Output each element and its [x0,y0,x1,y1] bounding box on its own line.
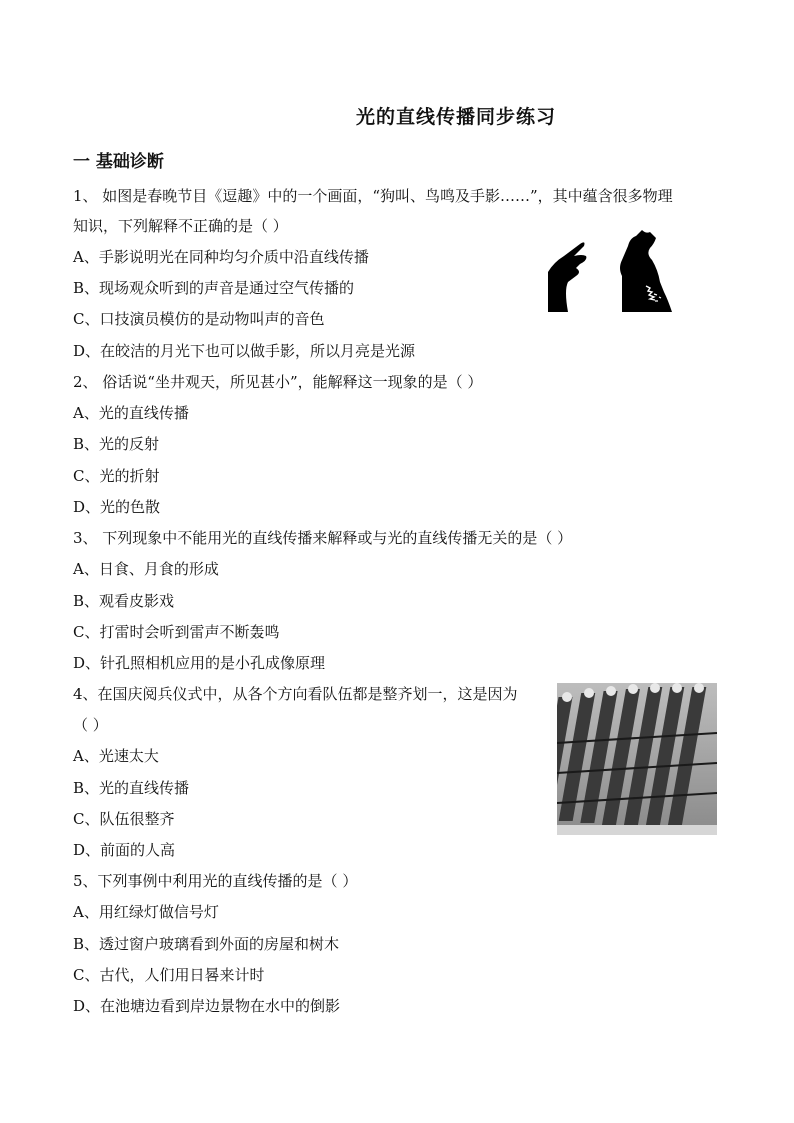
q5-option-a: A、用红绿灯做信号灯 [73,903,219,921]
parade-photo [557,683,717,835]
q3-option-b: B、观看皮影戏 [73,592,175,610]
q5-option-d: D、在池塘边看到岸边景物在水中的倒影 [73,997,341,1015]
hand-shadow-image [546,226,674,312]
q4-option-c: C、队伍很整齐 [73,810,175,828]
q4-option-b: B、光的直线传播 [73,779,190,797]
q5-stem: 5、下列事例中利用光的直线传播的是（ ） [73,872,358,890]
q1-option-d: D、在皎洁的月光下也可以做手影，所以月亮是光源 [73,342,416,360]
q5-option-b: B、透过窗户玻璃看到外面的房屋和树木 [73,935,340,953]
q4-stem-line2: （ ） [73,716,108,734]
q1-option-b: B、现场观众听到的声音是通过空气传播的 [73,279,355,297]
q1-stem-line1: 1、 如图是春晚节目《逗趣》中的一个画面，“狗叫、鸟鸣及手影……”，其中蕴含很多物理 [73,187,673,205]
q3-option-a: A、日食、月食的形成 [73,560,219,578]
q4-stem-line1: 4、在国庆阅兵仪式中，从各个方向看队伍都是整齐划一，这是因为 [73,685,518,703]
q3-stem: 3、 下列现象中不能用光的直线传播来解释或与光的直线传播无关的是（ ） [73,529,573,547]
q3-option-d: D、针孔照相机应用的是小孔成像原理 [73,654,326,672]
q2-option-c: C、光的折射 [73,467,160,485]
section-heading: 一 基础诊断 [73,152,164,172]
q5-option-c: C、古代，人们用日晷来计时 [73,966,265,984]
page-title: 光的直线传播同步练习 [355,106,556,128]
q3-option-c: C、打雷时会听到雷声不断轰鸣 [73,623,280,641]
q2-option-a: A、光的直线传播 [73,404,189,422]
q4-option-d: D、前面的人高 [73,841,176,859]
q4-option-a: A、光速太大 [73,747,159,765]
q1-stem-line2: 知识，下列解释不正确的是（ ） [73,217,288,235]
q2-option-d: D、光的色散 [73,498,161,516]
q2-stem: 2、 俗话说“坐井观天，所见甚小”，能解释这一现象的是（ ） [73,373,483,391]
q1-option-c: C、口技演员模仿的是动物叫声的音色 [73,310,325,328]
q2-option-b: B、光的反射 [73,435,160,453]
q1-option-a: A、手影说明光在同种均匀介质中沿直线传播 [73,248,369,266]
